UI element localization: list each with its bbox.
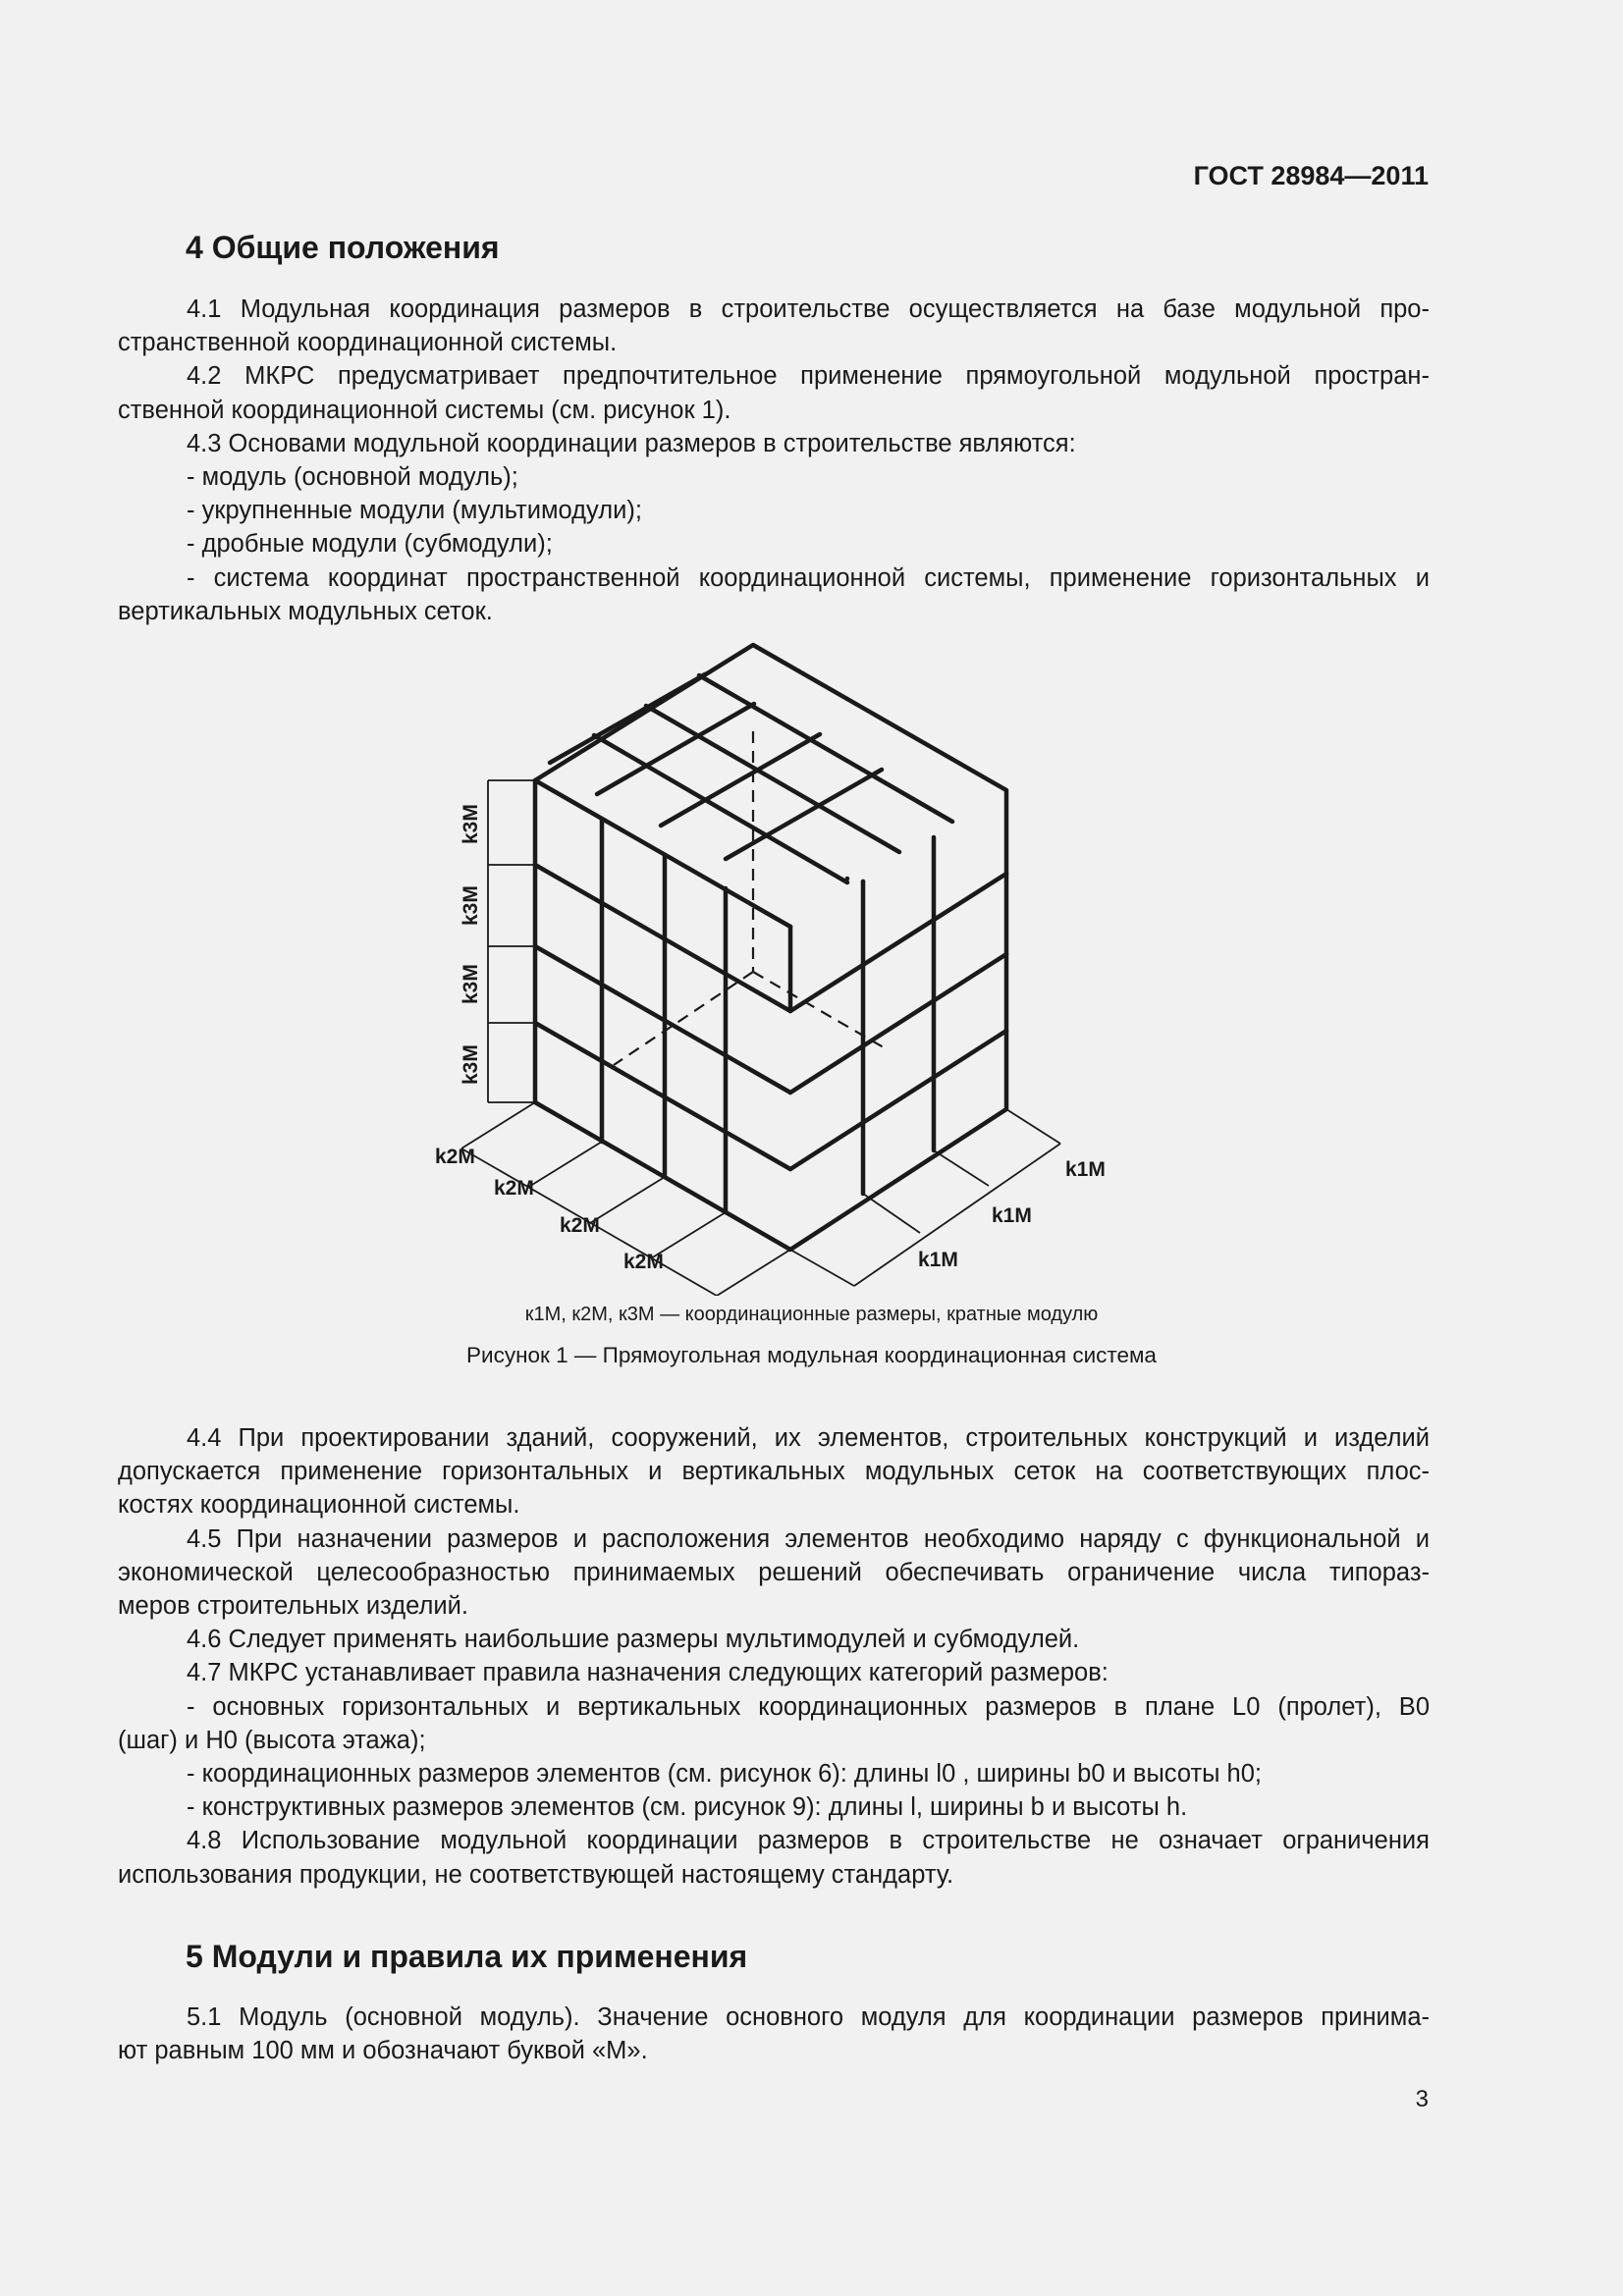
k3-label-2: k3M	[460, 885, 482, 926]
list-item-submodules: - дробные модули (субмодули);	[187, 530, 553, 559]
k3-label-1: k3M	[460, 804, 482, 844]
list-item-multimodules: - укрупненные модули (мультимодули);	[187, 497, 642, 525]
paragraph-4-1-line-2: странственной координационной системы.	[118, 329, 618, 357]
section-4-body	[118, 293, 1430, 628]
paragraph-4-4-line-1: 4.4 При проектировании зданий, сооружений, их элементов, строительных конструкций и изделий	[187, 1424, 1430, 1452]
list-item-basic-sizes-line-2: (шаг) и H0 (высота этажа);	[118, 1726, 426, 1754]
list-item-module: - модуль (основной модуль);	[187, 463, 518, 492]
page-number: 3	[1415, 2086, 1429, 2112]
k1-label-2: k1M	[992, 1204, 1032, 1227]
k2-label-1: k2M	[435, 1146, 475, 1168]
paragraph-4-2-line-2: ственной координационной системы (см. рисунок 1).	[118, 396, 731, 424]
list-item-coordination-sizes: - координационных размеров элементов (см. рисунок 6): длины l0 , ширины b0 и высоты h0;	[187, 1760, 1263, 1789]
list-item-construction-sizes: - конструктивных размеров элементов (см. рисунок 9): длины l, ширины b и высоты h.	[187, 1793, 1188, 1822]
paragraph-4-5-line-2: экономической целесообразностью принимаемых решений обеспечивать ограничение числа типораз-	[118, 1558, 1430, 1586]
list-item-basic-sizes-line-1: - основных горизонтальных и вертикальных координационных размеров в плане L0 (пролет), B0	[187, 1692, 1430, 1721]
grid-solid-lines	[535, 645, 1006, 1250]
figure-1-modular-grid	[412, 628, 1178, 1296]
k1-label-3: k1M	[918, 1249, 958, 1271]
k2-label-3: k2M	[560, 1214, 600, 1237]
section-5-title: 5 Модули и правила их применения	[186, 1939, 748, 1974]
paragraph-4-1-line-1: 4.1 Модульная координация размеров в строительстве осуществляется на базе модульной про-	[187, 295, 1430, 323]
k3-label-4: k3M	[460, 1044, 482, 1085]
k1-label-1: k1M	[1065, 1158, 1106, 1181]
paragraph-4-8-line-1: 4.8 Использование модульной координации размеров в строительстве не означает ограничения	[187, 1827, 1430, 1855]
k2-label-2: k2M	[494, 1177, 534, 1200]
paragraph-5-1-line-2: ют равным 100 мм и обозначают буквой «М».	[118, 2037, 648, 2065]
paragraph-4-2-line-1: 4.2 МКРС предусматривает предпочтительное применение прямоугольной модульной простран-	[187, 362, 1430, 391]
paragraph-4-4-line-3: костях координационной системы.	[118, 1491, 520, 1520]
section-4-body-continued	[118, 1421, 1430, 1892]
section-4-title: 4 Общие положения	[186, 230, 500, 265]
list-item-coordinate-system-line-1: - система координат пространственной координационной системы, применение горизонтальных и	[187, 563, 1430, 592]
paragraph-4-5-line-3: меров строительных изделий.	[118, 1592, 468, 1621]
paragraph-5-1-line-1: 5.1 Модуль (основной модуль). Значение основного модуля для координации размеров принима-	[187, 2003, 1430, 2031]
figure-1-legend: к1М, к2М, к3М — координационные размеры, кратные модулю	[524, 1304, 1099, 1325]
paragraph-4-8-line-2: использования продукции, не соответствующей настоящему стандарту.	[118, 1860, 954, 1889]
paragraph-4-7: 4.7 МКРС устанавливает правила назначения следующих категорий размеров:	[187, 1659, 1109, 1687]
dimension-lines	[461, 780, 1060, 1296]
k3-label-3: k3M	[460, 964, 482, 1004]
paragraph-4-5-line-1: 4.5 При назначении размеров и расположения элементов необходимо наряду с функциональной и	[187, 1524, 1430, 1553]
list-item-coordinate-system-line-2: вертикальных модульных сеток.	[118, 597, 493, 625]
k2-label-4: k2M	[623, 1251, 664, 1273]
section-5-body	[118, 2001, 1430, 2067]
document-header: ГОСТ 28984—2011	[1193, 161, 1429, 190]
paragraph-4-3: 4.3 Основами модульной координации размеров в строительстве являются:	[187, 429, 1076, 457]
paragraph-4-6: 4.6 Следует применять наибольшие размеры мультимодулей и субмодулей.	[187, 1626, 1080, 1654]
paragraph-4-4-line-2: допускается применение горизонтальных и вертикальных модульных сеток на соответствующих плос-	[118, 1458, 1430, 1486]
figure-1-caption: Рисунок 1 — Прямоугольная модульная координационная система	[466, 1343, 1157, 1367]
